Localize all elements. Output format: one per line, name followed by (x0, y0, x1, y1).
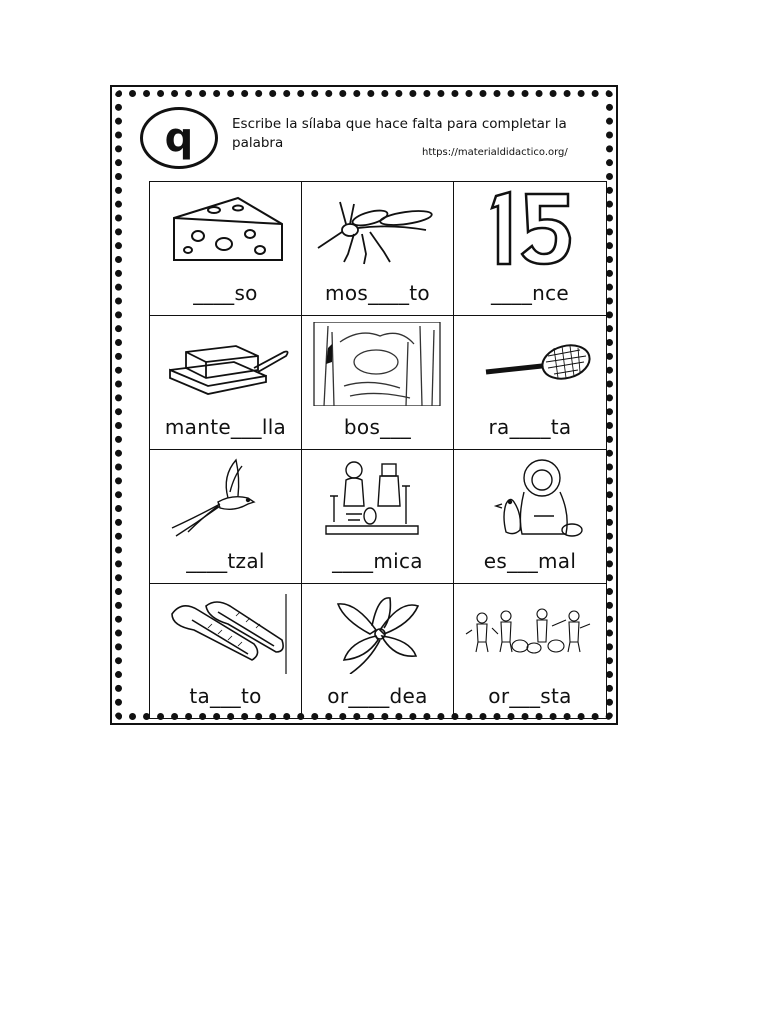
worksheet (110, 85, 618, 725)
mosquito-icon (310, 188, 446, 272)
grid-cell (302, 316, 454, 450)
grid-cell (150, 316, 302, 450)
word-grid (149, 181, 607, 719)
instruction-text: Escribe la sílaba que hace falta para completar la palabra (232, 116, 567, 151)
eskimo-icon (462, 456, 598, 540)
grid-cell (302, 450, 454, 584)
grid-cell (454, 584, 606, 718)
number-fifteen-icon (462, 188, 598, 272)
word-to-complete: ____nce (490, 281, 570, 305)
word-to-complete: ta___to (189, 684, 262, 708)
word-to-complete: mos____to (325, 281, 430, 305)
grid-cell (302, 182, 454, 316)
butter-icon (158, 322, 294, 406)
grid-cell (454, 316, 606, 450)
source-url: https://materialdidactico.org/ (422, 147, 568, 158)
quetzal-bird-icon (158, 456, 294, 540)
word-to-complete: ____so (193, 281, 258, 305)
taquitos-icon (158, 590, 294, 674)
chemistry-kids-icon (310, 456, 446, 540)
word-to-complete: or____dea (327, 684, 428, 708)
word-to-complete: bos___ (343, 415, 412, 439)
word-to-complete: mante___lla (164, 415, 287, 439)
word-to-complete: ra____ta (488, 415, 572, 439)
racket-icon (462, 322, 598, 406)
grid-cell (302, 584, 454, 718)
orchestra-icon (462, 590, 598, 674)
word-to-complete: ____mica (332, 549, 423, 573)
word-to-complete: or___sta (488, 684, 572, 708)
word-to-complete: es___mal (483, 549, 577, 573)
forest-icon (310, 322, 446, 406)
grid-cell (150, 182, 302, 316)
grid-cell (454, 182, 606, 316)
grid-cell (150, 584, 302, 718)
worksheet-header (124, 99, 604, 174)
word-to-complete: ____tzal (186, 549, 265, 573)
grid-cell (150, 450, 302, 584)
cheese-icon (158, 188, 294, 272)
letter-badge: q (140, 107, 218, 169)
grid-cell (454, 450, 606, 584)
orchid-icon (310, 590, 446, 674)
